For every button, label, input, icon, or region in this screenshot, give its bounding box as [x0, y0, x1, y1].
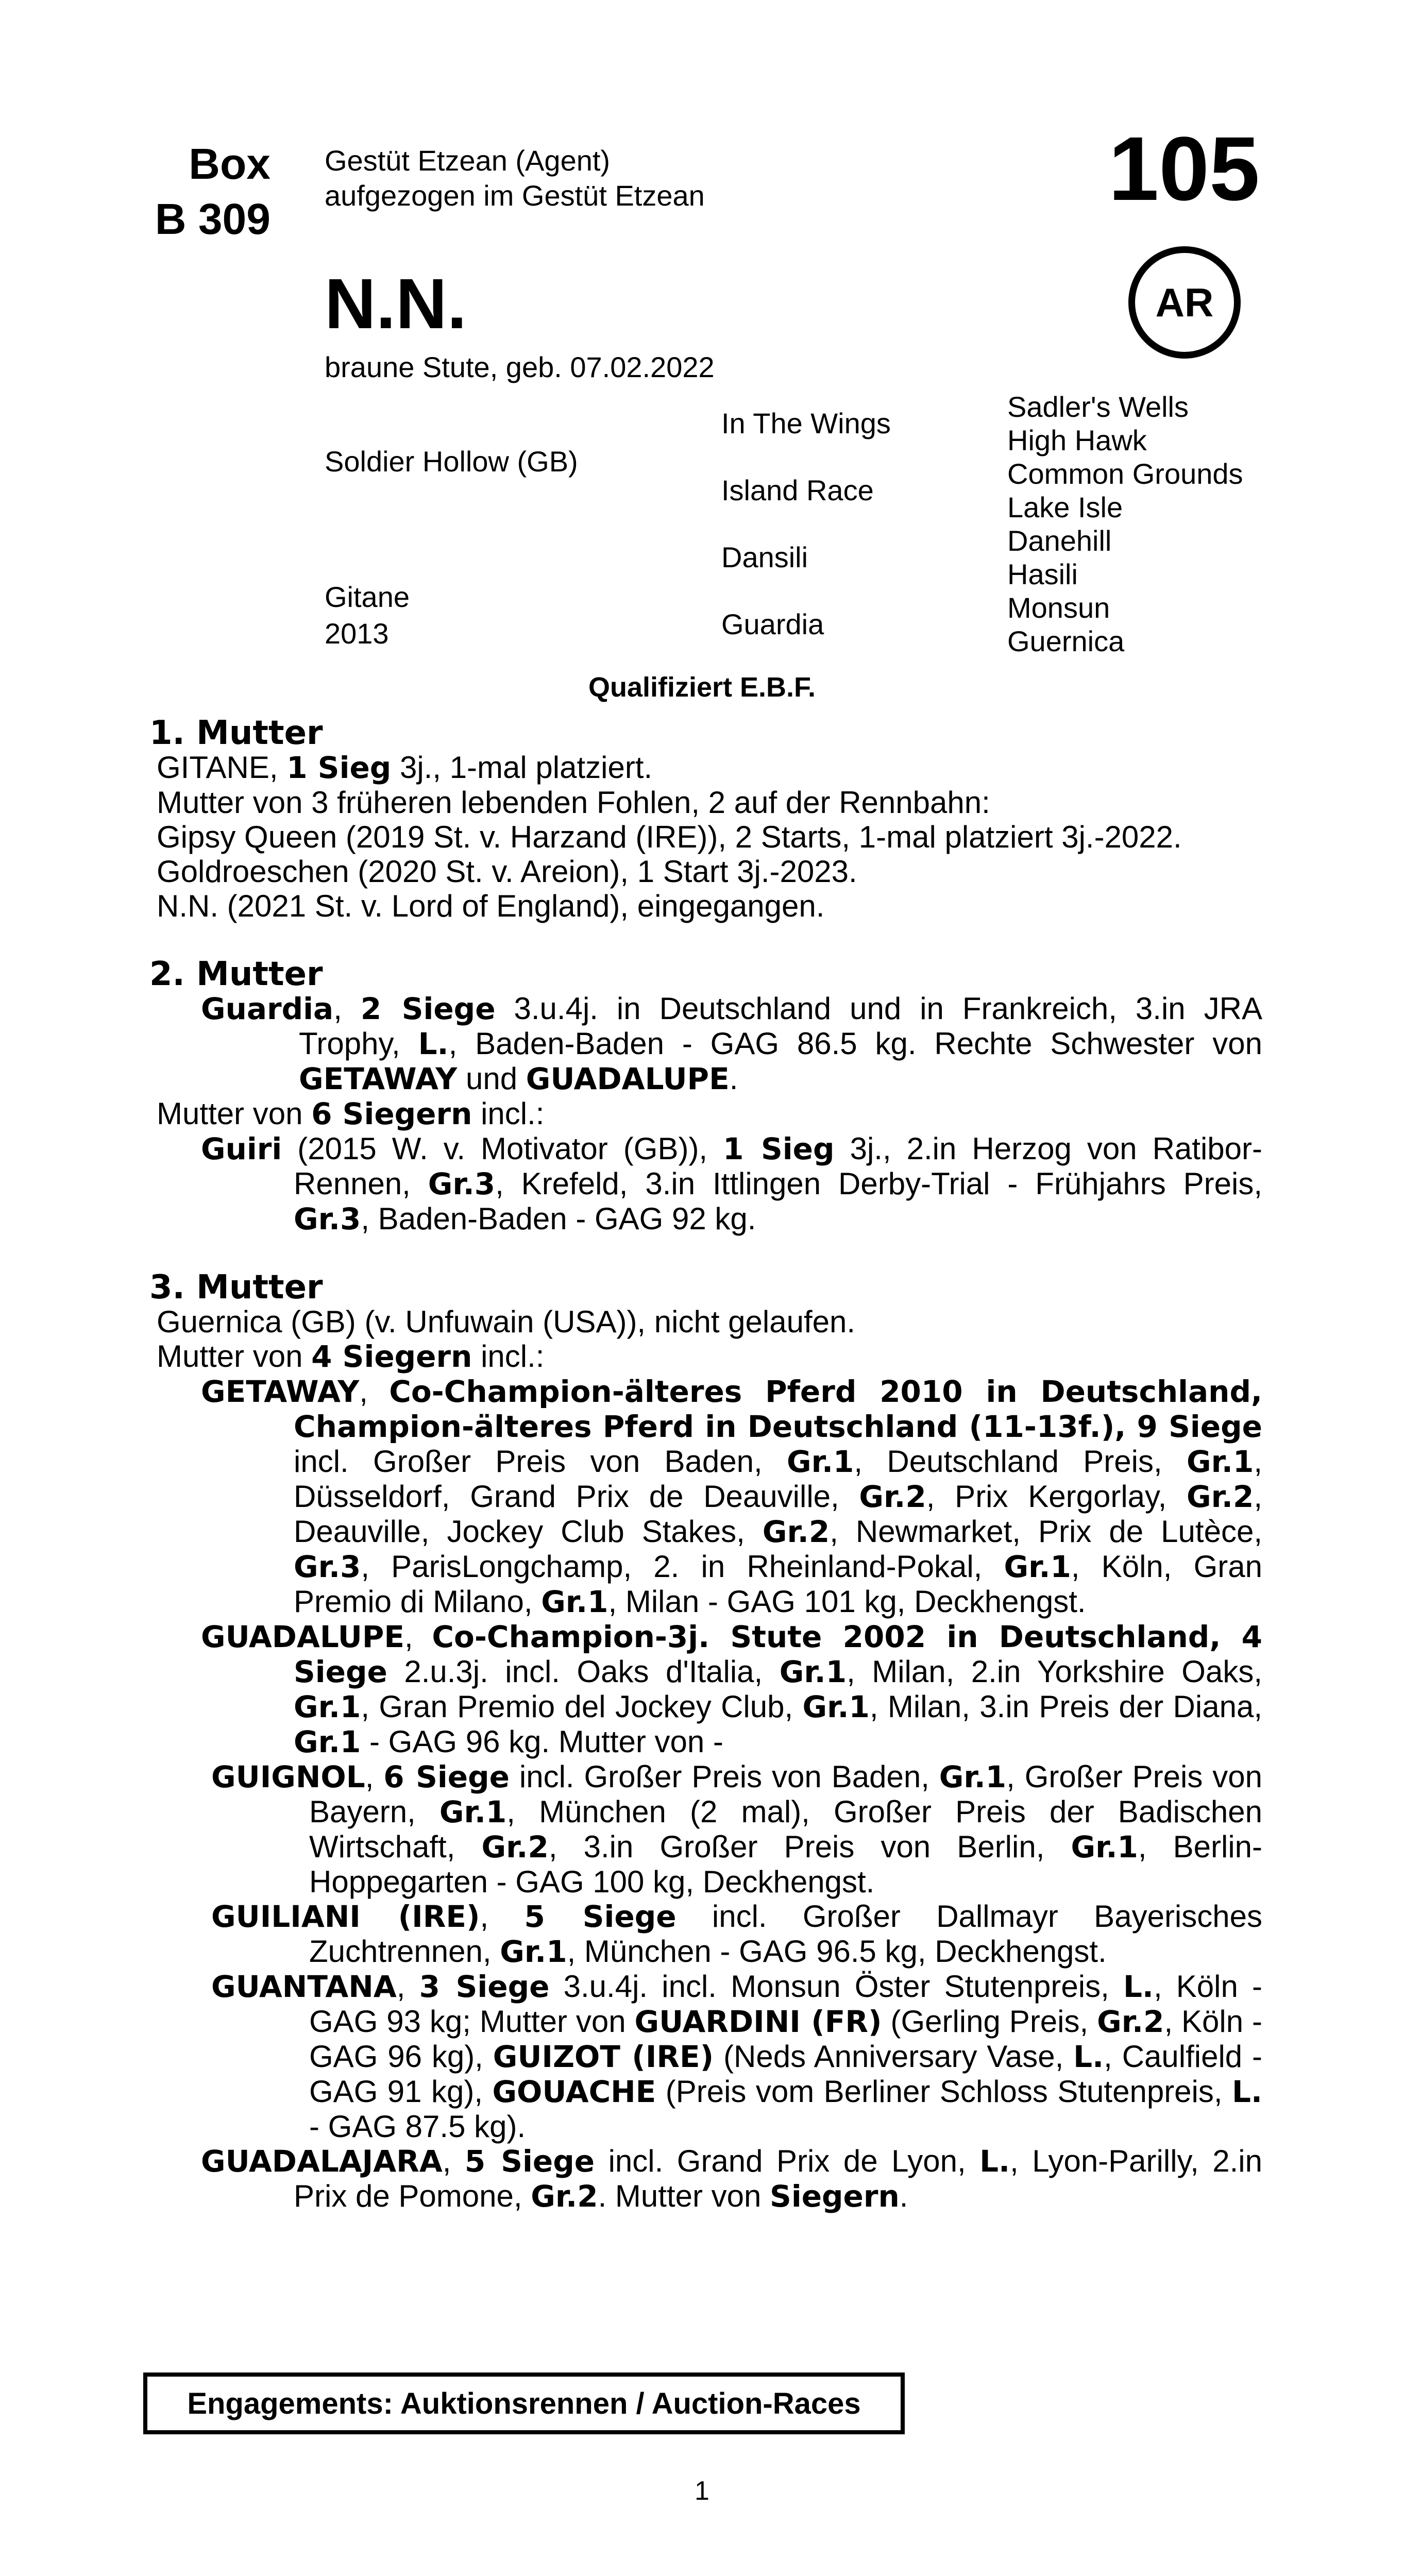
bold-run: Gr.1 [787, 1444, 854, 1479]
text-run: , Newmarket, Prix de Lutèce, [830, 1514, 1262, 1549]
text-run: , Prix Kergorlay, [926, 1479, 1187, 1514]
bold-run: 3 Siege [419, 1969, 550, 2004]
bold-run: GUILIANI (IRE) [211, 1899, 480, 1934]
bold-run: GUIZOT (IRE) [493, 2039, 714, 2074]
engagements-label: Engagements: Auktionsrennen / Auction-Races [187, 2386, 861, 2420]
pedigree-dam-year: 2013 [325, 617, 389, 650]
text-run: - GAG 96 kg. Mutter von - [361, 1724, 723, 1759]
bold-run: Guardia [201, 991, 334, 1026]
text-run: , Gran Premio del Jockey Club, [361, 1689, 803, 1724]
bold-run: Gr.1 [541, 1584, 608, 1619]
text-run: , Milan - GAG 101 kg, Deckhengst. [608, 1584, 1086, 1619]
family-paragraph [149, 785, 1262, 820]
text-run: Mutter von [157, 1339, 312, 1374]
text-run: , Milan, 3.in Preis der Diana, [869, 1689, 1262, 1724]
bold-run: Co-Champion-3j. Stute 2002 in Deutschland, 4 Siege [294, 1619, 1262, 1689]
family-section [149, 716, 1262, 923]
bold-run: Gr.2 [531, 2179, 598, 2214]
bold-run: 5 Siege [524, 1899, 676, 1934]
bold-run: 2 Siege [360, 991, 496, 1026]
text-run: incl. Großer Preis von Baden, [294, 1444, 787, 1479]
bold-run: Gr.2 [762, 1514, 830, 1549]
bold-run: Gr.2 [859, 1479, 926, 1514]
text-run: , [365, 1759, 384, 1794]
family-paragraph [149, 1899, 1262, 1969]
bold-run: Gr.3 [428, 1166, 496, 1201]
family-paragraph [149, 2144, 1262, 2214]
page-number: 1 [695, 2476, 709, 2506]
pedigree-great-grandparent: Common Grounds [1007, 457, 1243, 490]
bold-run: Co-Champion-älteres Pferd 2010 in Deutschland, Champion-älteres Pferd in Deutschland (11-13f.), 9 Siege [294, 1374, 1262, 1444]
family-paragraph [149, 1131, 1262, 1236]
family-paragraph [149, 750, 1262, 785]
pedigree-great-grandparent: Hasili [1007, 558, 1078, 590]
pedigree-great-grandparent: Danehill [1007, 524, 1112, 557]
text-run: , Deutschland Preis, [854, 1444, 1187, 1479]
family-paragraph [149, 1619, 1262, 1759]
text-run: , [404, 1619, 432, 1654]
text-run: , Milan, 2.in Yorkshire Oaks, [847, 1654, 1262, 1689]
family-paragraph [149, 1339, 1262, 1374]
text-run: 2.u.3j. incl. Oaks d'Italia, [387, 1654, 780, 1689]
family-section [149, 1270, 1262, 2214]
bold-run: 4 Siegern [311, 1339, 472, 1374]
text-run: , Baden-Baden - GAG 86.5 kg. Rechte Schwester von [448, 1026, 1262, 1061]
text-run: 3j., 1-mal platziert. [391, 750, 653, 785]
family-paragraph [149, 1304, 1262, 1339]
text-run: 3.u.4j. in Deutschland und in Frankreich, 3.in JRA Trophy, [299, 991, 1262, 1061]
section-heading: 1. Mutter [149, 714, 323, 752]
bold-run: Gr.1 [500, 1934, 567, 1969]
text-run: (Preis vom Berliner Schloss Stutenpreis, [656, 2074, 1232, 2109]
text-run: , [396, 1969, 419, 2004]
bold-run: Gr.1 [1004, 1549, 1071, 1584]
family-paragraph [149, 991, 1262, 1096]
bold-run: L. [1123, 1969, 1154, 2004]
family-paragraph [149, 820, 1262, 854]
family-paragraph [149, 1759, 1262, 1899]
ar-badge [1128, 246, 1241, 359]
bold-run: Gr.2 [1186, 1479, 1254, 1514]
bold-run: Siegern [770, 2179, 900, 2214]
lot-number: 105 [1108, 118, 1260, 219]
pedigree-sire: Soldier Hollow (GB) [325, 445, 578, 478]
bold-run: L. [1232, 2074, 1262, 2109]
text-run: Mutter von 3 früheren lebenden Fohlen, 2 auf der Rennbahn: [157, 785, 990, 820]
bold-run: GUADALUPE [526, 1061, 730, 1096]
text-run: Guernica (GB) (v. Unfuwain (USA)), nicht gelaufen. [157, 1304, 856, 1339]
text-run: - GAG 87.5 kg). [309, 2109, 526, 2144]
text-run: 3.u.4j. incl. Monsun Öster Stutenpreis, [549, 1969, 1123, 2004]
text-run: (Gerling Preis, [882, 2004, 1097, 2039]
bold-run: 6 Siegern [311, 1096, 472, 1131]
text-run: . [729, 1061, 738, 1096]
text-run: , Berlin-Hoppegarten - GAG 100 kg, Deckhengst. [309, 1829, 1263, 1899]
text-run: , Köln - GAG 93 kg; Mutter von [309, 1969, 1263, 2039]
text-run: Mutter von [157, 1096, 312, 1131]
bold-run: GUARDINI (FR) [634, 2004, 882, 2039]
bold-run: GUANTANA [211, 1969, 397, 2004]
text-run: , [359, 1374, 390, 1409]
family-text [149, 716, 1262, 2214]
pedigree-grandparent: Island Race [721, 474, 874, 506]
text-run: , Großer Preis von Bayern, [309, 1759, 1263, 1829]
text-run: incl.: [472, 1096, 545, 1131]
bold-run: Gr.1 [1071, 1829, 1138, 1865]
text-run: 3j., 2.in Herzog von Ratibor-Rennen, [294, 1131, 1262, 1201]
bold-run: Gr.2 [1097, 2004, 1164, 2039]
text-run: , [333, 991, 361, 1026]
family-paragraph [149, 889, 1262, 923]
bold-run: GUADALUPE [201, 1619, 404, 1654]
bold-run: GUIGNOL [211, 1759, 365, 1794]
bold-run: L. [979, 2144, 1010, 2179]
bold-run: GETAWAY [299, 1061, 458, 1096]
text-run: (2015 W. v. Motivator (GB)), [282, 1131, 723, 1166]
bold-run: GETAWAY [201, 1374, 360, 1409]
pedigree-great-grandparent: Guernica [1007, 625, 1125, 657]
text-run: und [457, 1061, 526, 1096]
bold-run: GOUACHE [492, 2074, 656, 2109]
family-paragraph [149, 1969, 1262, 2144]
text-run: , Lyon-Parilly, 2.in Prix de Pomone, [294, 2144, 1262, 2213]
text-run: , Köln - GAG 96 kg), [309, 2004, 1263, 2074]
bold-run: L. [418, 1026, 449, 1061]
text-run: incl.: [472, 1339, 545, 1374]
bold-run: Gr.1 [439, 1794, 507, 1829]
bold-run: 1 Sieg [723, 1131, 835, 1166]
bold-run: 5 Siege [464, 2144, 595, 2179]
qualification: Qualifiziert E.B.F. [588, 672, 816, 703]
text-run: , Baden-Baden - GAG 92 kg. [361, 1201, 756, 1236]
text-run: , Deauville, Jockey Club Stakes, [294, 1479, 1262, 1549]
text-run: Gipsy Queen (2019 St. v. Harzand (IRE)), 2 Starts, 1-mal platziert 3j.-2022. [157, 820, 1182, 854]
pedigree-grandparent: In The Wings [721, 407, 891, 439]
text-run: , [480, 1899, 525, 1934]
text-run: , München (2 mal), Großer Preis der Badischen Wirtschaft, [309, 1794, 1263, 1864]
bold-run: L. [1073, 2039, 1104, 2074]
text-run: , Krefeld, 3.in Ittlingen Derby-Trial - Frühjahrs Preis, [495, 1166, 1262, 1201]
pedigree-great-grandparent: Monsun [1007, 591, 1110, 624]
section-gap [149, 1236, 1262, 1270]
bold-run: Gr.1 [1186, 1444, 1254, 1479]
text-run: , Düsseldorf, Grand Prix de Deauville, [294, 1444, 1262, 1514]
breeder-name: Gestüt Etzean (Agent) [325, 144, 611, 177]
text-run: , München - GAG 96.5 kg, Deckhengst. [567, 1934, 1107, 1969]
text-run: , Caulfield - GAG 91 kg), [309, 2039, 1262, 2109]
horse-description: braune Stute, geb. 07.02.2022 [325, 351, 715, 383]
bold-run: Gr.1 [802, 1689, 870, 1724]
family-section [149, 957, 1262, 1236]
text-run: Goldroeschen (2020 St. v. Areion), 1 Start 3j.-2023. [157, 854, 857, 889]
family-paragraph [149, 1374, 1262, 1619]
pedigree-dam: Gitane [325, 581, 410, 613]
bold-run: Gr.1 [939, 1759, 1007, 1794]
text-run: incl. Grand Prix de Lyon, [595, 2144, 980, 2178]
pedigree-great-grandparent: High Hawk [1007, 424, 1147, 456]
bold-run: 6 Siege [383, 1759, 510, 1794]
family-paragraph [149, 1096, 1262, 1131]
bold-run: Gr.1 [779, 1654, 847, 1689]
bold-run: Gr.1 [294, 1724, 361, 1759]
pedigree-great-grandparent: Sadler's Wells [1007, 391, 1189, 423]
text-run: (Neds Anniversary Vase, [714, 2039, 1074, 2074]
text-run: . Mutter von [598, 2179, 770, 2213]
text-run: GITANE, [157, 750, 287, 785]
section-gap [149, 923, 1262, 957]
pedigree-grandparent: Dansili [721, 541, 808, 573]
bold-run: Gr.3 [294, 1201, 361, 1236]
bold-run: Gr.2 [481, 1829, 549, 1865]
text-run: N.N. (2021 St. v. Lord of England), eingegangen. [157, 889, 825, 923]
bold-run: Gr.3 [294, 1549, 361, 1584]
box-label: Box [189, 140, 270, 188]
bold-run: 1 Sieg [286, 750, 392, 785]
text-run: , ParisLongchamp, 2. in Rheinland-Pokal, [361, 1549, 1004, 1584]
text-run: , [442, 2144, 465, 2178]
text-run: . [899, 2179, 908, 2213]
pedigree-great-grandparent: Lake Isle [1007, 491, 1123, 523]
text-run: , 3.in Großer Preis von Berlin, [548, 1829, 1071, 1864]
section-heading: 2. Mutter [149, 955, 323, 993]
raised-at: aufgezogen im Gestüt Etzean [325, 179, 705, 212]
family-paragraph [149, 854, 1262, 889]
horse-name: N.N. [325, 264, 467, 344]
section-heading: 3. Mutter [149, 1268, 323, 1307]
bold-run: Gr.1 [294, 1689, 361, 1724]
text-run: incl. Großer Dallmayr Bayerisches Zuchtrennen, [309, 1899, 1262, 1969]
bold-run: Guiri [201, 1131, 282, 1166]
text-run: , Köln, Gran Premio di Milano, [294, 1549, 1263, 1619]
engagements-box [143, 2372, 905, 2434]
breeder-block [325, 143, 705, 213]
pedigree-grandparent: Guardia [721, 608, 824, 640]
bold-run: GUADALAJARA [201, 2144, 443, 2179]
box-number: B 309 [155, 195, 270, 243]
ar-badge-label: AR [1155, 279, 1214, 325]
text-run: incl. Großer Preis von Baden, [509, 1759, 939, 1794]
